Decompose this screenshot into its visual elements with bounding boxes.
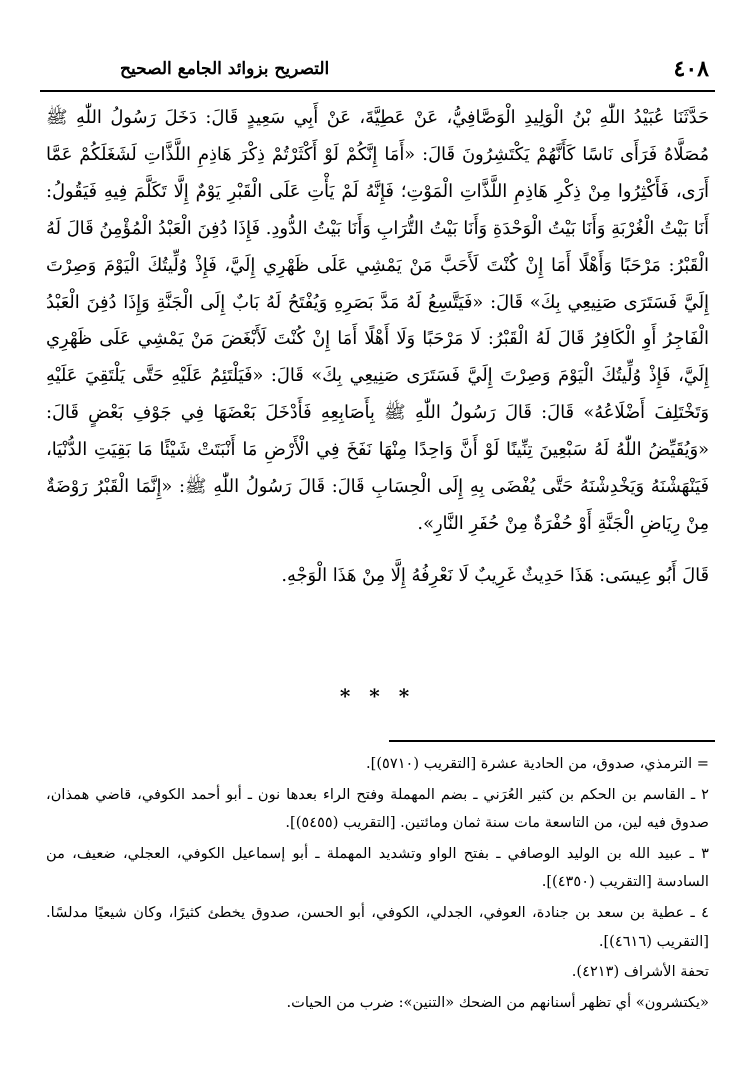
main-text — [46, 100, 709, 595]
running-title: التصريح بزوائد الجامع الصحيح — [120, 59, 330, 79]
footnote: ٤ ـ عطية بن سعد بن جنادة، العوفي، الجدلي، الكوفي، أبو الحسن، صدوق يخطئ كثيرًا، وكان شيعيًا مدلسًا. [التقريب (٤٦١٦)]. — [46, 903, 709, 950]
footnotes — [46, 750, 709, 1019]
hadith-paragraph: حَدَّثَنَا عُبَيْدُ اللّٰهِ بْنُ الْوَلِيدِ الْوَصَّافِيُّ، عَنْ عَطِيَّةَ، عَنْ أَبِي سَعِيدٍ قَالَ: دَخَلَ رَسُولُ اللّٰهِ ﷺ مُصَلَّاهُ فَرَأَى نَاسًا كَأَنَّهُمْ يَكْتَشِرُونَ قَالَ: «أَمَا إِنَّكُمْ لَوْ أَكْثَرْتُمْ ذِكْرَ هَاذِمِ اللَّذَّاتِ لَشَغَلَكُمْ عَمَّا أَرَى، فَأَكْثِرُوا مِنْ ذِكْرِ هَاذِمِ اللَّذَّاتِ الْمَوْتِ؛ فَإِنَّهُ لَمْ يَأْتِ عَلَى الْقَبْرِ يَوْمٌ إِلَّا تَكَلَّمَ فِيهِ فَيَقُولُ: أَنَا بَيْتُ الْغُرْبَةِ وَأَنَا بَيْتُ الْوَحْدَةِ وَأَنَا بَيْتُ التُّرَابِ وَأَنَا بَيْتُ الدُّودِ. فَإِذَا دُفِنَ الْعَبْدُ الْمُؤْمِنُ قَالَ لَهُ الْقَبْرُ: مَرْحَبًا وَأَهْلًا أَمَا إِنْ كُنْتَ لَأَحَبَّ مَنْ يَمْشِي عَلَى ظَهْرِي إِلَيَّ، فَإِذْ وُلِّيتُكَ الْيَوْمَ وَصِرْتَ إِلَيَّ فَسَتَرَى صَنِيعِي بِكَ» قَالَ: «فَيَتَّسِعُ لَهُ مَدَّ بَصَرِهِ وَيُفْتَحُ لَهُ بَابٌ إِلَى الْجَنَّةِ وَإِذَا دُفِنَ الْعَبْدُ الْفَاجِرُ أَوِ الْكَافِرُ قَالَ لَهُ الْقَبْرُ: لَا مَرْحَبًا وَلَا أَهْلًا أَمَا إِنْ كُنْتَ لَأَبْغَضَ مَنْ يَمْشِي عَلَى ظَهْرِي إِلَيَّ، فَإِذْ وُلِّيتُكَ الْيَوْمَ وَصِرْتَ إِلَيَّ فَسَتَرَى صَنِيعِي بِكَ» قَالَ: «فَيَلْتَئِمُ عَلَيْهِ حَتَّى يَلْتَقِيَ عَلَيْهِ وَتَخْتَلِفَ أَضْلَاعُهُ» قَالَ: قَالَ رَسُولُ اللّٰهِ ﷺ بِأَصَابِعِهِ فَأَدْخَلَ بَعْضَهَا فِي جَوْفِ بَعْضٍ قَالَ: «وَيُقَيِّضُ اللّٰهُ لَهُ سَبْعِينَ تِنِّينًا لَوْ أَنَّ وَاحِدًا مِنْهَا نَفَخَ فِي الْأَرْضِ مَا أَنْبَتَتْ شَيْئًا مَا بَقِيَتِ الدُّنْيَا، فَيَنْهَشْنَهُ وَيَخْدِشْنَهُ حَتَّى يُفْضَى بِهِ إِلَى الْحِسَابِ قَالَ: قَالَ رَسُولُ اللّٰهِ ﷺ: «إِنَّمَا الْقَبْرُ رَوْضَةٌ مِنْ رِيَاضِ الْجَنَّةِ أَوْ حُفْرَةٌ مِنْ حُفَرِ النَّارِ». — [46, 107, 709, 534]
page-header — [40, 56, 715, 92]
footnote-divider — [389, 740, 715, 742]
footnote: تحفة الأشراف (٤٢١٣). — [571, 963, 709, 981]
tirmidhi-comment: قَالَ أَبُو عِيسَى: هَذَا حَدِيثٌ غَرِيبٌ لَا نَعْرِفُهُ إِلَّا مِنْ هَذَا الْوَجْهِ. — [281, 564, 709, 586]
footnote: ٣ ـ عبيد الله بن الوليد الوصافي ـ بفتح الواو وتشديد المهملة ـ أبو إسماعيل الكوفي، العجلي، ضعيف، من السادسة [التقريب (٤٣٥٠)]. — [46, 844, 709, 891]
page-number: ٤٠٨ — [673, 56, 709, 82]
section-separator: * * * — [339, 684, 416, 708]
footnote: = الترمذي، صدوق، من الحادية عشرة [التقريب (٥٧١٠)]. — [365, 755, 709, 772]
footnote: «يكتشرون» أي تظهر أسنانهم من الضحك «التنين»: ضرب من الحيات. — [286, 993, 709, 1011]
footnote: ٢ ـ القاسم بن الحكم بن كثير العُرَني ـ بضم المهملة وفتح الراء بعدها نون ـ أبو أحمد الكوفي، قاضي همذان، صدوق فيه لين، من التاسعة مات سنة ثمان ومائتين. [التقريب (٥٤٥٥)]. — [46, 785, 709, 832]
